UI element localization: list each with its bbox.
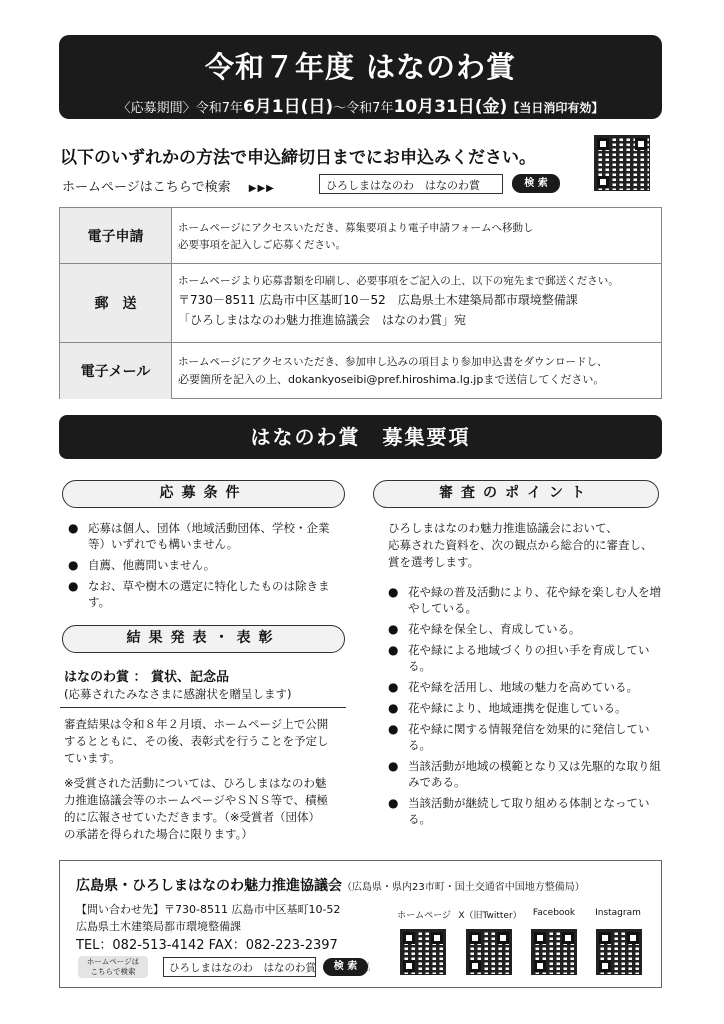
qr-code-x-icon[interactable] <box>466 929 512 975</box>
conditions-heading: 応募条件 <box>62 480 345 508</box>
list-item: ● 花や緑による地域づくりの担い手を育成している。 <box>388 642 663 674</box>
footer-search-button[interactable]: 検 索 <box>323 958 368 976</box>
list-item: ● 花や緑を保全し、育成している。 <box>388 621 663 637</box>
results-paragraph: 審査結果は令和８年２月頃、ホームページ上で公開 するとともに、その後、表彰式を行うことを予定し ています。 <box>64 717 329 765</box>
review-heading: 審査のポイント <box>373 480 659 508</box>
list-item: ● 自薦、他薦問いません。 <box>68 557 338 573</box>
section-banner: はなのわ賞 募集要項 <box>59 415 662 459</box>
contact-phone: TEL：082-513-4142 FAX：082-223-2397 <box>76 938 338 953</box>
qr-label-homepage: ホームページ <box>397 911 451 921</box>
application-period: 〈応募期間〉令和7年6月1日(日)～令和7年10月31日(金)【当日消印有効】 <box>117 97 604 117</box>
list-item: ● 当該活動が地域の模範となり又は先駆的な取り組みである。 <box>388 758 663 790</box>
homepage-search-label: ホームページはこちらで検索 ▶▶▶ <box>62 180 275 195</box>
list-item: ● 花や緑により、地域連携を促進している。 <box>388 700 663 716</box>
qr-code-instagram-icon[interactable] <box>596 929 642 975</box>
publicity-note: ※受賞された活動については、ひろしまはなのわ魅 力推進協議会等のホームページやＳＮＳ等で、積極 的に広報させていただきます。（※受賞者（団体） の承諾を得られた場合に限ります。） <box>64 776 329 841</box>
method-row-online: 電子申請 ホームページにアクセスいただき、募集要項より電子申請フォームへ移動し 必要事項を記入しご応募ください。 <box>60 208 661 264</box>
arrow-icon: ▶▶▶ <box>248 183 275 194</box>
qr-label-x: X（旧Twitter） <box>458 911 522 921</box>
method-row-email: 電子メール ホームページにアクセスいただき、参加申し込みの項目より参加申込書をダウンロードし、 必要箇所を記入の上、dokankyoseibi@pref.hiroshima.lg.jpまで送信してください。 <box>60 343 661 399</box>
footer-contact <box>59 860 662 988</box>
method-name: 電子申請 <box>60 208 172 263</box>
contact-address: 【問い合わせ先】〒730-8511 広島市中区基町10-52 <box>76 903 341 916</box>
method-name: 電子メール <box>60 343 172 399</box>
list-item: ● 花や緑に関する情報発信を効果的に発信している。 <box>388 721 663 753</box>
method-row-mail: 郵 送 ホームページより応募書類を印刷し、必要事項をご記入の上、以下の宛先まで郵送ください。 〒730－8511 広島市中区基町10－52 広島県土木建築局都市環境整備課 「ひろしまはなのわ魅力推進協議会 はなのわ賞」宛 <box>60 264 661 343</box>
list-item: ● 当該活動が継続して取り組める体制となっている。 <box>388 795 663 827</box>
qr-label-facebook: Facebook <box>532 908 576 918</box>
review-intro: ひろしまはなのわ魅力推進協議会において、 応募された資料を、次の観点から総合的に審査し、 賞を選考します。 <box>388 521 653 569</box>
award-note: (応募されたみなさまに感謝状を贈呈します) <box>64 687 292 701</box>
qr-code-icon[interactable] <box>594 135 650 191</box>
list-item: ● 応募は個人、団体（地域活動団体、学校・企業等）いずれでも構いません。 <box>68 520 338 552</box>
qr-code-facebook-icon[interactable] <box>531 929 577 975</box>
results-heading: 結果発表・表彰 <box>62 625 345 653</box>
footer-search-box: ひろしまはなのわ はなのわ賞 <box>163 957 316 977</box>
conditions-list <box>68 520 338 615</box>
qr-label-instagram: Instagram <box>595 908 641 918</box>
page-title: 令和７年度 はなのわ賞 <box>204 50 517 84</box>
org-name: 広島県・ひろしまはなのわ魅力推進協議会（広島県・県内23市町・国土交通省中国地方整備局） <box>76 878 585 894</box>
pointer-icon: ☝ <box>550 178 558 193</box>
list-item: ● 花や緑を活用し、地域の魅力を高めている。 <box>388 679 663 695</box>
award-title: はなのわ賞 ： 賞状、記念品 <box>64 670 230 685</box>
search-query-box: ひろしまはなのわ はなのわ賞 <box>319 174 503 194</box>
divider <box>60 707 346 708</box>
method-name: 郵 送 <box>60 264 172 342</box>
header-banner <box>59 35 662 119</box>
list-item: ● なお、草や樹木の選定に特化したものは除きます。 <box>68 578 338 610</box>
pointer-icon: ☝ <box>363 960 371 974</box>
search-hint: ホームページは こちらで検索 <box>78 956 148 978</box>
lead-text: 以下のいずれかの方法で申込締切日までにお申込みください。 <box>60 148 536 168</box>
application-methods-table <box>59 207 662 399</box>
list-item: ● 花や緑の普及活動により、花や緑を楽しむ人を増やしている。 <box>388 584 663 616</box>
search-button[interactable]: 検 索 <box>512 174 560 193</box>
review-points-list <box>388 584 663 832</box>
qr-code-homepage-icon[interactable] <box>400 929 446 975</box>
contact-dept: 広島県土木建築局都市環境整備課 <box>76 920 241 933</box>
